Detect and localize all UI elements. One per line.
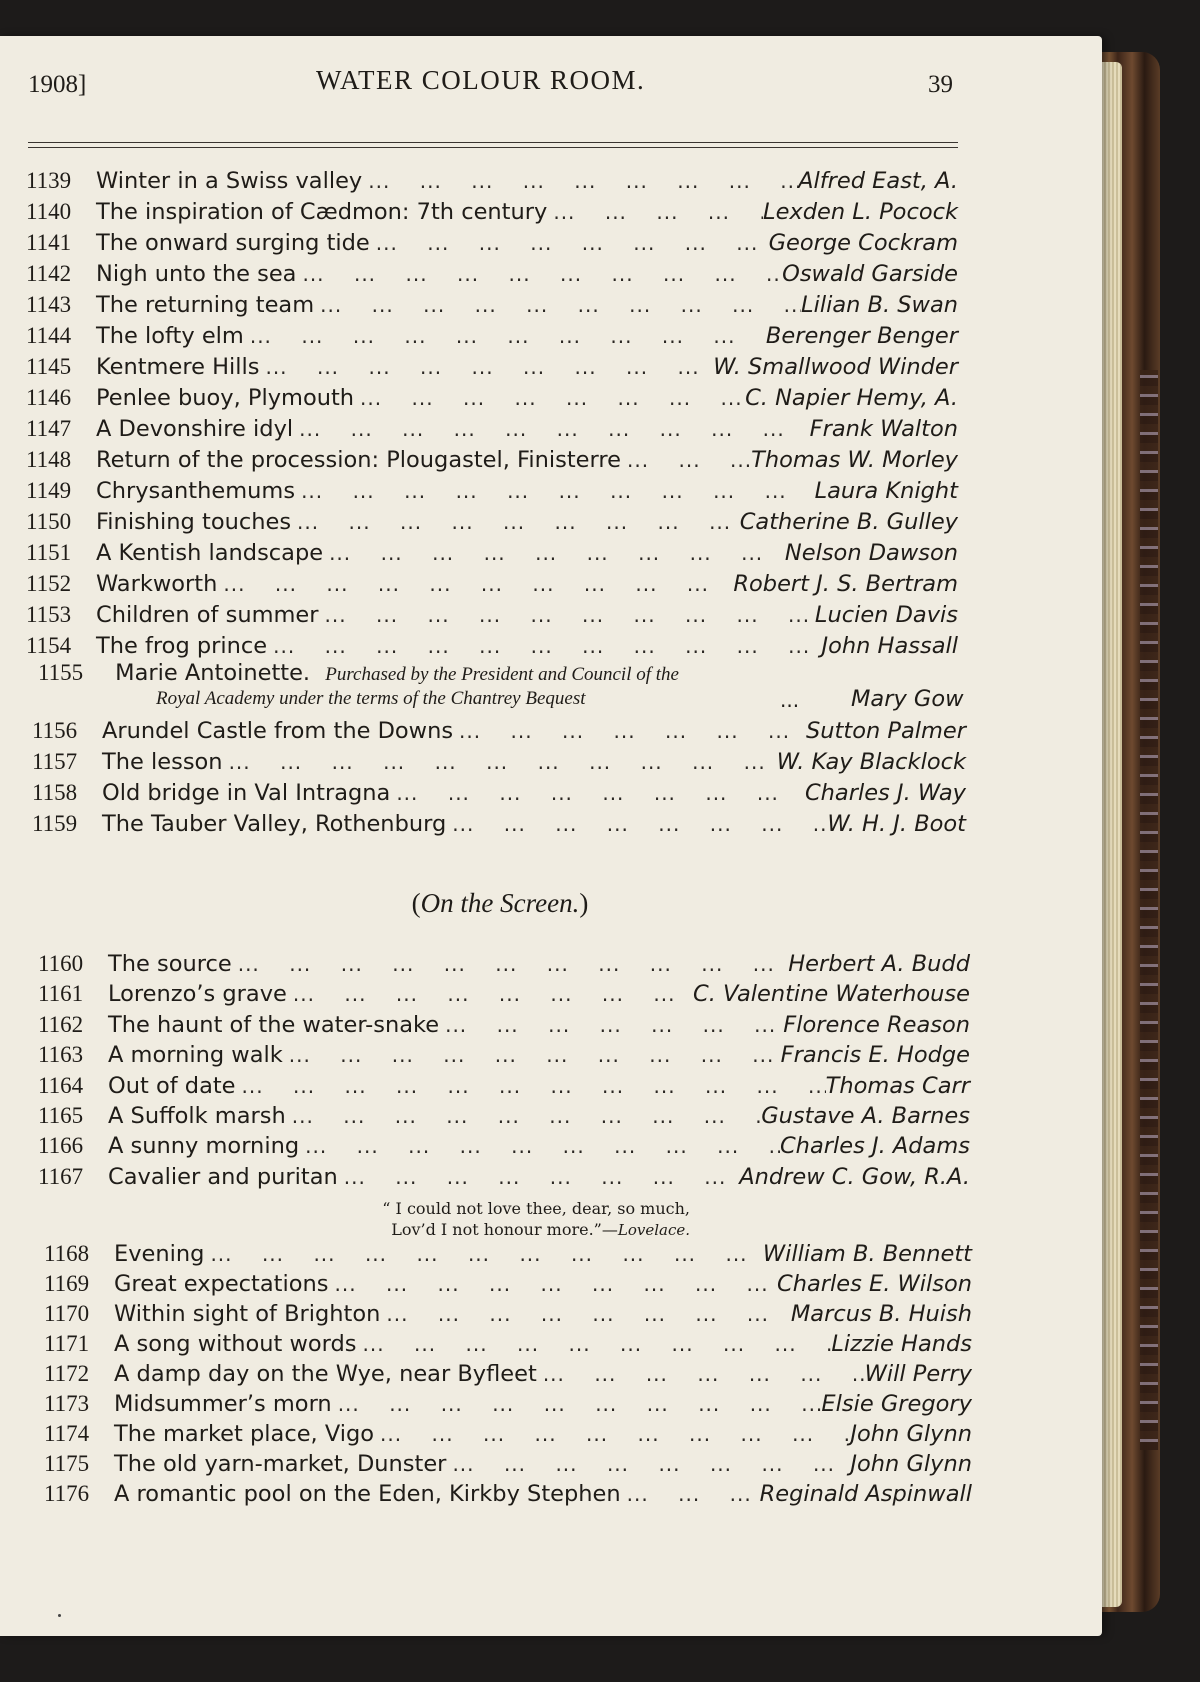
entry-artist: Herbert A. Budd bbox=[788, 951, 970, 977]
catalogue-entry-1152 bbox=[26, 571, 958, 601]
catalogue-entry-1151 bbox=[26, 540, 958, 570]
entry-number: 1145 bbox=[26, 354, 72, 379]
entry-title: Evening bbox=[114, 1241, 205, 1267]
entry-title: Out of date bbox=[108, 1072, 236, 1099]
catalogue-entry-1139 bbox=[26, 168, 958, 198]
leader-dots bbox=[223, 750, 777, 774]
leader-dots bbox=[547, 200, 763, 224]
entry-number: 1148 bbox=[26, 447, 72, 472]
entry-title: A song without words bbox=[114, 1331, 357, 1357]
entry-number: 1160 bbox=[38, 951, 84, 976]
leader-dots bbox=[267, 634, 821, 658]
entry-title: Arundel Castle from the Downs bbox=[102, 718, 454, 744]
catalogue-entry-1148 bbox=[26, 447, 958, 477]
entry-number: 1170 bbox=[44, 1301, 90, 1326]
leader-dots bbox=[390, 781, 805, 805]
leader-dots bbox=[259, 355, 713, 379]
entry-artist: Laura Knight bbox=[814, 478, 958, 504]
catalogue-entry-1155 bbox=[38, 660, 679, 686]
entry-number: 1140 bbox=[26, 199, 72, 224]
entry-artist: C. Valentine Waterhouse bbox=[692, 981, 970, 1008]
entry-artist: Charles J. Adams bbox=[779, 1133, 970, 1160]
entry-artist: William B. Bennett bbox=[762, 1241, 972, 1267]
entry-artist: Lilian B. Swan bbox=[801, 292, 958, 318]
entry-artist: Elsie Gregory bbox=[821, 1391, 972, 1417]
catalogue-entry-1154 bbox=[26, 633, 958, 663]
entry-title: The onward surging tide bbox=[96, 230, 370, 256]
entry-artist: Charles J. Way bbox=[804, 780, 966, 806]
entry-title: Children of summer bbox=[96, 602, 319, 628]
entry-number: 1171 bbox=[44, 1331, 90, 1356]
entry-artist: George Cockram bbox=[768, 230, 958, 256]
entry-number: 1154 bbox=[26, 633, 72, 658]
entry-number: 1139 bbox=[26, 168, 72, 193]
quote-line-2: Lov’d I not honour more.”— bbox=[391, 1220, 618, 1239]
entry-title: The lofty elm bbox=[96, 323, 244, 349]
entry-artist: W. H. J. Boot bbox=[827, 811, 966, 837]
entry-title: Penlee buoy, Plymouth bbox=[96, 385, 355, 411]
header-page-number: 39 bbox=[928, 71, 953, 98]
leader-dots bbox=[293, 417, 810, 441]
entry-title: Midsummer’s morn bbox=[114, 1391, 332, 1417]
page-edges bbox=[1100, 62, 1122, 1607]
entry-number: 1175 bbox=[44, 1451, 90, 1476]
entry-number: 1176 bbox=[44, 1481, 90, 1506]
catalogue-entry-1141 bbox=[26, 230, 958, 260]
catalogue-entry-1162 bbox=[38, 1012, 970, 1042]
leader-dots bbox=[374, 1422, 850, 1446]
leader-dots bbox=[244, 324, 766, 348]
entry-artist: Thomas W. Morley bbox=[751, 447, 958, 473]
entry-artist: Berenger Benger bbox=[765, 323, 958, 349]
catalogue-entry-1157 bbox=[32, 749, 966, 779]
entry-number: 1147 bbox=[26, 416, 72, 441]
entry-title: Great expectations bbox=[114, 1271, 329, 1297]
entry-note-line-2: Royal Academy under the terms of the Chantrey Bequest bbox=[156, 688, 586, 709]
quote-line-1: “ I could not love thee, dear, so much, bbox=[382, 1199, 690, 1218]
entry-title: Nigh unto the sea bbox=[96, 261, 297, 287]
entry-number: 1146 bbox=[26, 385, 72, 410]
catalogue-entry-1145 bbox=[26, 354, 958, 384]
catalogue-entry-1159 bbox=[32, 811, 966, 841]
leader-dots bbox=[621, 1482, 760, 1506]
catalogue-entry-1161 bbox=[38, 981, 970, 1011]
entry-title: Marie Antoinette. bbox=[115, 660, 311, 686]
leader-dots bbox=[446, 812, 827, 836]
entry-title: Kentmere Hills bbox=[96, 354, 260, 380]
entry-number: 1153 bbox=[26, 602, 72, 627]
entry-artist: Charles E. Wilson bbox=[777, 1271, 972, 1297]
entry-number: 1155 bbox=[38, 660, 84, 685]
entry-number: 1163 bbox=[38, 1042, 84, 1068]
entry-number: 1143 bbox=[26, 292, 72, 317]
catalogue-entry-1167 bbox=[38, 1164, 970, 1194]
leader-dots bbox=[236, 1074, 826, 1098]
page-header bbox=[28, 63, 958, 109]
entry-number: 1172 bbox=[44, 1361, 90, 1386]
leader-dots bbox=[287, 982, 693, 1006]
leader-dots bbox=[217, 572, 733, 596]
entry-number: 1168 bbox=[44, 1241, 90, 1266]
entry-number: 1141 bbox=[26, 230, 72, 255]
catalogue-entry-1146 bbox=[26, 385, 958, 415]
entry-artist: Alfred East, A. bbox=[798, 168, 958, 194]
leader-dots bbox=[370, 231, 769, 255]
spine-headband bbox=[1140, 370, 1158, 1450]
catalogue-entry-1147 bbox=[26, 416, 958, 446]
catalogue-entry-1158 bbox=[32, 780, 966, 810]
catalogue-entry-1153 bbox=[26, 602, 958, 632]
catalogue-entry-1144 bbox=[26, 323, 958, 353]
entry-title: A sunny morning bbox=[108, 1133, 300, 1160]
entry-title: The haunt of the water-snake bbox=[108, 1011, 440, 1038]
entry-number: 1174 bbox=[44, 1421, 90, 1446]
entry-artist: Mary Gow bbox=[851, 686, 964, 712]
entry-number: 1162 bbox=[38, 1011, 84, 1037]
catalogue-entry-1166 bbox=[38, 1133, 970, 1163]
entry-artist: Thomas Carr bbox=[825, 1072, 970, 1099]
entry-title: A romantic pool on the Eden, Kirkby Stephen bbox=[114, 1481, 621, 1507]
entry-number: 1157 bbox=[32, 749, 78, 774]
leader-dots bbox=[232, 952, 789, 976]
entry-title: Lorenzo’s grave bbox=[108, 981, 287, 1008]
entry-title: Return of the procession: Plougastel, Finisterre bbox=[96, 447, 621, 473]
leader-dots bbox=[338, 1165, 739, 1189]
entry-title: The market place, Vigo bbox=[114, 1421, 375, 1447]
catalogue-entry-1172 bbox=[44, 1361, 972, 1391]
entry-title: Warkworth bbox=[96, 571, 218, 597]
catalogue-entry-1163 bbox=[38, 1042, 970, 1072]
page-speck bbox=[58, 1614, 61, 1617]
catalogue-entry-1173 bbox=[44, 1391, 972, 1421]
entry-number: 1169 bbox=[44, 1271, 90, 1296]
entry-number: 1165 bbox=[38, 1103, 84, 1128]
leader-dots bbox=[286, 1104, 762, 1128]
leader-dots bbox=[296, 262, 782, 286]
entry-title: Winter in a Swiss valley bbox=[96, 168, 363, 194]
catalogue-entry-1175 bbox=[44, 1451, 972, 1481]
entry-number: 1149 bbox=[26, 478, 72, 503]
entry-artist: Sutton Palmer bbox=[806, 718, 966, 744]
epigraph-quote bbox=[300, 1198, 690, 1241]
leader-dots bbox=[453, 719, 806, 743]
entry-note-line-1: Purchased by the President and Council of the bbox=[325, 664, 679, 685]
leader-dots bbox=[329, 1272, 778, 1296]
leader-dots bbox=[537, 1362, 865, 1386]
catalogue-entry-1164 bbox=[38, 1073, 970, 1103]
entry-artist: W. Kay Blacklock bbox=[776, 749, 966, 775]
leader-dots bbox=[204, 1242, 762, 1266]
leader-dots bbox=[314, 293, 801, 317]
entry-artist: Francis E. Hodge bbox=[780, 1042, 970, 1069]
entry-number: 1142 bbox=[26, 261, 72, 286]
catalogue-entry-1140 bbox=[26, 199, 958, 229]
leader-dots bbox=[362, 169, 798, 193]
entry-artist: Nelson Dawson bbox=[784, 540, 958, 566]
entry-title: The old yarn-market, Dunster bbox=[114, 1451, 447, 1477]
entry-artist: Marcus B. Huish bbox=[790, 1301, 972, 1327]
catalogue-entry-1156 bbox=[32, 718, 966, 748]
entry-artist: Gustave A. Barnes bbox=[761, 1103, 970, 1129]
leader-dots bbox=[354, 386, 745, 410]
entry-number: 1152 bbox=[26, 571, 72, 596]
entry-artist: Catherine B. Gulley bbox=[739, 509, 958, 535]
entry-artist: Andrew C. Gow, R.A. bbox=[739, 1163, 970, 1190]
leader-dots bbox=[357, 1332, 832, 1356]
entry-title: The lesson bbox=[102, 749, 223, 775]
leader-dots bbox=[295, 479, 815, 503]
catalogue-entry-1169 bbox=[44, 1271, 972, 1301]
entry-artist: Frank Walton bbox=[809, 416, 958, 442]
catalogue-entry-1143 bbox=[26, 292, 958, 322]
entry-title: Cavalier and puritan bbox=[108, 1163, 338, 1190]
header-rule-bottom bbox=[28, 147, 958, 148]
entry-artist: Florence Reason bbox=[783, 1011, 970, 1038]
entry-title: A Suffolk marsh bbox=[108, 1103, 286, 1129]
leader-dots bbox=[380, 1302, 790, 1326]
entry-artist: John Glynn bbox=[850, 1451, 972, 1477]
entry-title: Old bridge in Val Intragna bbox=[102, 780, 391, 806]
leader-dots bbox=[332, 1392, 822, 1416]
entry-artist: John Glynn bbox=[850, 1421, 972, 1447]
entry-title: A Devonshire idyl bbox=[96, 416, 294, 442]
entry-artist: Lizzie Hands bbox=[831, 1331, 972, 1357]
header-title: WATER COLOUR ROOM. bbox=[316, 65, 646, 95]
catalogue-entry-1142 bbox=[26, 261, 958, 291]
leader-dots bbox=[323, 541, 785, 565]
leader-dots bbox=[446, 1452, 850, 1476]
entry-title: The inspiration of Cædmon: 7th century bbox=[96, 199, 548, 225]
entry-number: 1156 bbox=[32, 718, 78, 743]
entry-number: 1159 bbox=[32, 811, 78, 836]
entry-number: 1161 bbox=[38, 981, 84, 1007]
entry-number: 1167 bbox=[38, 1163, 84, 1189]
entry-title: The Tauber Valley, Rothenburg bbox=[102, 811, 447, 837]
entry-artist: Lexden L. Pocock bbox=[763, 199, 958, 225]
catalogue-entry-1176 bbox=[44, 1481, 972, 1511]
entry-number: 1151 bbox=[26, 540, 72, 565]
entry-artist: John Hassall bbox=[821, 633, 958, 659]
entry-artist: C. Napier Hemy, A. bbox=[745, 385, 958, 411]
catalogue-entry-1168 bbox=[44, 1241, 972, 1271]
entry-artist: Lucien Davis bbox=[814, 602, 958, 628]
entry-title: The frog prince bbox=[96, 633, 268, 659]
entry-artist: Will Perry bbox=[864, 1361, 972, 1387]
entry-artist: Robert J. S. Bertram bbox=[733, 571, 958, 597]
catalogue-entry-1150 bbox=[26, 509, 958, 539]
entry-artist: Oswald Garside bbox=[782, 261, 958, 287]
catalogue-entry-1174 bbox=[44, 1421, 972, 1451]
section-heading-on-the-screen: (On the Screen.) bbox=[411, 888, 589, 918]
entry-number: 1173 bbox=[44, 1391, 90, 1416]
catalogue-entry-1165 bbox=[38, 1103, 970, 1133]
entry-number: 1164 bbox=[38, 1072, 84, 1098]
entry-number: 1158 bbox=[32, 780, 78, 805]
leader-dots bbox=[319, 603, 815, 627]
leader-dots bbox=[291, 510, 740, 534]
leader-dots bbox=[439, 1013, 783, 1037]
section-heading-text: On the Screen. bbox=[420, 888, 580, 918]
entry-title: A morning walk bbox=[108, 1042, 283, 1069]
entry-number: 1166 bbox=[38, 1133, 84, 1159]
catalogue-entry-1171 bbox=[44, 1331, 972, 1361]
entry-title: Within sight of Brighton bbox=[114, 1301, 381, 1327]
entry-title: Finishing touches bbox=[96, 509, 292, 535]
entry-title: The source bbox=[108, 951, 232, 977]
catalogue-entry-1160 bbox=[38, 951, 970, 981]
entry-title: A Kentish landscape bbox=[96, 540, 324, 566]
entry-artist: Reginald Aspinwall bbox=[759, 1481, 972, 1507]
quote-source: Lovelace. bbox=[617, 1221, 690, 1239]
leader-dots: ... bbox=[780, 688, 800, 712]
entry-title: A damp day on the Wye, near Byfleet bbox=[114, 1361, 537, 1387]
header-rule-top bbox=[28, 142, 958, 143]
entry-title: Chrysanthemums bbox=[96, 478, 296, 504]
catalogue-entry-1170 bbox=[44, 1301, 972, 1331]
leader-dots bbox=[283, 1043, 781, 1067]
catalogue-entry-1149 bbox=[26, 478, 958, 508]
entry-number: 1150 bbox=[26, 509, 72, 534]
entry-title: The returning team bbox=[96, 292, 315, 318]
header-year: 1908] bbox=[28, 71, 87, 98]
entry-artist: W. Smallwood Winder bbox=[713, 354, 958, 380]
entry-number: 1144 bbox=[26, 323, 72, 348]
leader-dots bbox=[621, 448, 751, 472]
leader-dots bbox=[299, 1134, 780, 1158]
